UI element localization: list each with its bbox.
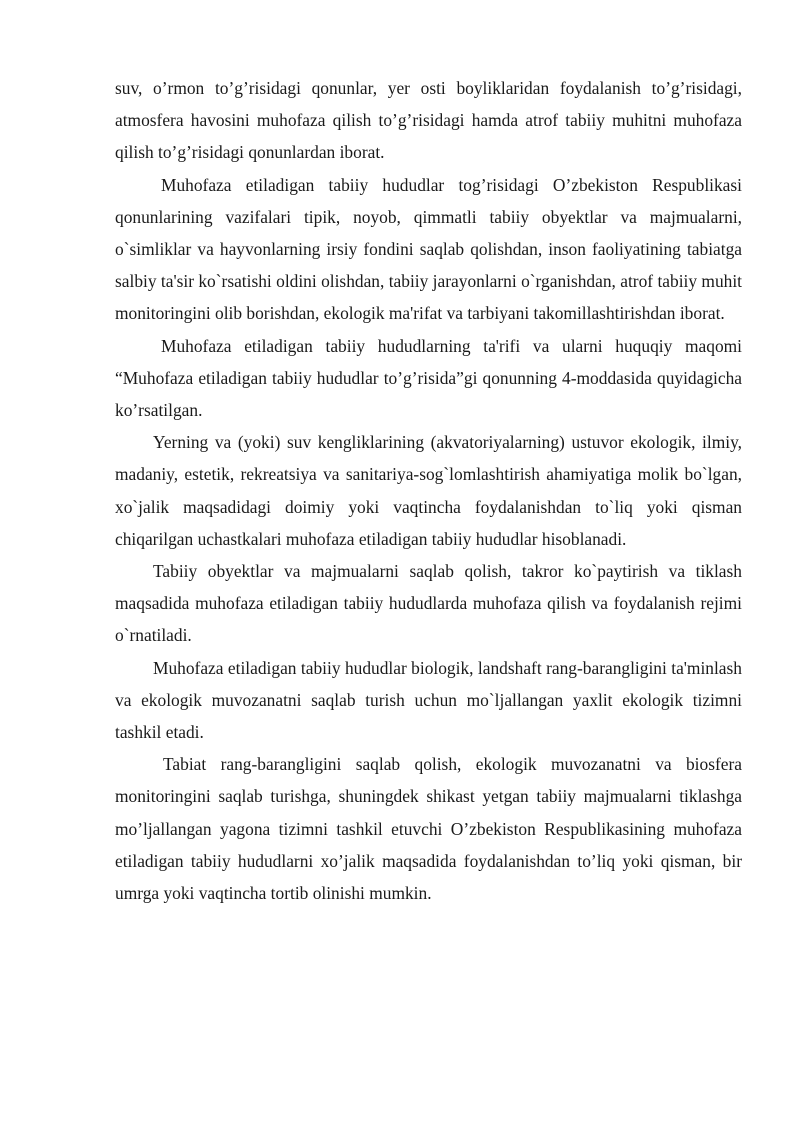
paragraph-ecological-system: Muhofaza etiladigan tabiiy hududlar biologik, landshaft rang-barangligini ta'minlash va ekologik muvozanatni saqlab turish uchun mo`ljallangan yaxlit ekologik tizimni tashkil etadi. <box>115 657 742 743</box>
paragraph-definition-intro: Muhofaza etiladigan tabiiy hududlarning ta'rifi va ularni huquqiy maqomi “Muhofaza etiladigan tabiiy hududlar to’g’risida”gi qonunning 4-moddasida quyidagicha ko’rsatilgan. <box>115 335 742 421</box>
paragraph-continuation: suv, o’rmon to’g’risidagi qonunlar, yer osti boyliklaridan foydalanish to’g’risidagi, atmosfera havosini muhofaza qilish to’g’risidagi hamda atrof tabiiy muhitni muhofaza qilish to’g’risidagi qonunlardan iborat. <box>115 78 742 163</box>
paragraph-law-tasks: Muhofaza etiladigan tabiiy hududlar tog’risidagi O’zbekiston Respublikasi qonunlarining vazifalari tipik, noyob, qimmatli tabiiy obyektlar va majmualarni, o`simliklar va hayvonlarning irsiy fondini saqlab qolishdan, inson faoliyatining tabiatga salbiy ta'sir ko`rsatishi oldini olishdan, tabiiy jarayonlarni o`rganishdan, atrof tabiiy muhit monitoringini olib borishdan, ekologik ma'rifat va tarbiyani takomillashtirishdan iborat. <box>115 174 742 324</box>
paragraph-definition: Yerning va (yoki) suv kengliklarining (akvatoriyalarning) ustuvor ekologik, ilmiy, madaniy, estetik, rekreatsiya va sanitariya-sog`lomlashtirish ahamiyatiga molik bo`lgan, xo`jalik maqsadidagi doimiy yoki vaqtincha foydalanishdan to`liq yoki qisman chiqarilgan uchastkalari muhofaza etiladigan tabiiy hududlar hisoblanadi. <box>115 432 742 549</box>
paragraph-protection-regime: Tabiiy obyektlar va majmualarni saqlab qolish, takror ko`paytirish va tiklash maqsadida muhofaza etiladigan tabiiy hududlarda muhofaza qilish va foydalanish rejimi o`rnatiladi. <box>115 561 742 646</box>
paragraph-withdrawal: Tabiat rang-barangligini saqlab qolish, ekologik muvozanatni va biosfera monitoringini saqlab turishga, shuningdek shikast yetgan tabiiy majmualarni tiklashga mo’ljallangan yagona tizimni tashkil etuvchi O’zbekiston Respublikasining muhofaza etiladigan tabiiy hududlarni xo’jalik maqsadida foydalanishdan to’liq yoki qisman, bir umrga yoki vaqtincha tortib olinishi mumkin. <box>115 754 742 904</box>
document-page <box>115 72 742 909</box>
